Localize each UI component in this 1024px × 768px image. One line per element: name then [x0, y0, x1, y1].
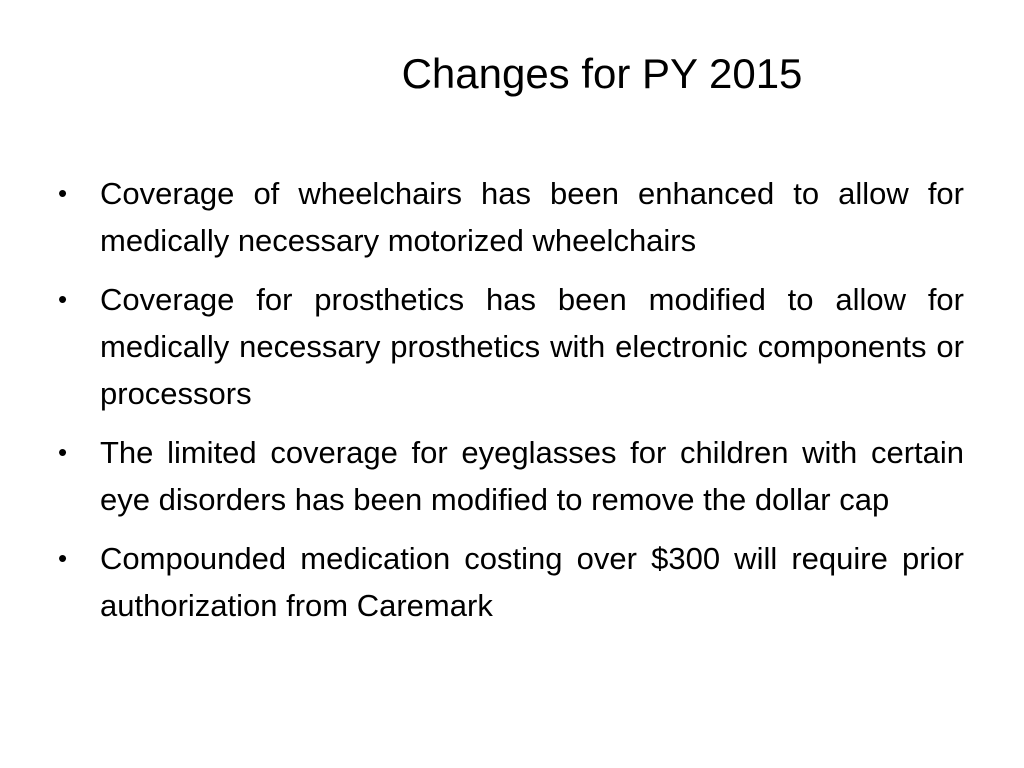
bullet-text: Coverage for prosthetics has been modified to allow for medically necessary prosthetics with electronic components or processors [100, 282, 964, 411]
bullet-item-eyeglasses [56, 429, 964, 523]
slide-title: Changes for PY 2015 [401, 50, 803, 97]
bullet-text: Compounded medication costing over $300 will require prior authorization from Caremark [100, 541, 964, 623]
bullet-item-compounded-medication [56, 535, 964, 629]
bullet-icon: • [58, 284, 68, 314]
bullet-icon: • [58, 543, 68, 573]
bullet-item-prosthetics [56, 276, 964, 417]
bullet-list [56, 170, 964, 641]
bullet-icon: • [58, 178, 68, 208]
bullet-text: Coverage of wheelchairs has been enhanced to allow for medically necessary motorized wheelchairs [100, 176, 964, 258]
bullet-item-wheelchairs [56, 170, 964, 264]
bullet-text: The limited coverage for eyeglasses for children with certain eye disorders has been modified to remove the dollar cap [100, 435, 964, 517]
bullet-icon: • [58, 437, 68, 467]
